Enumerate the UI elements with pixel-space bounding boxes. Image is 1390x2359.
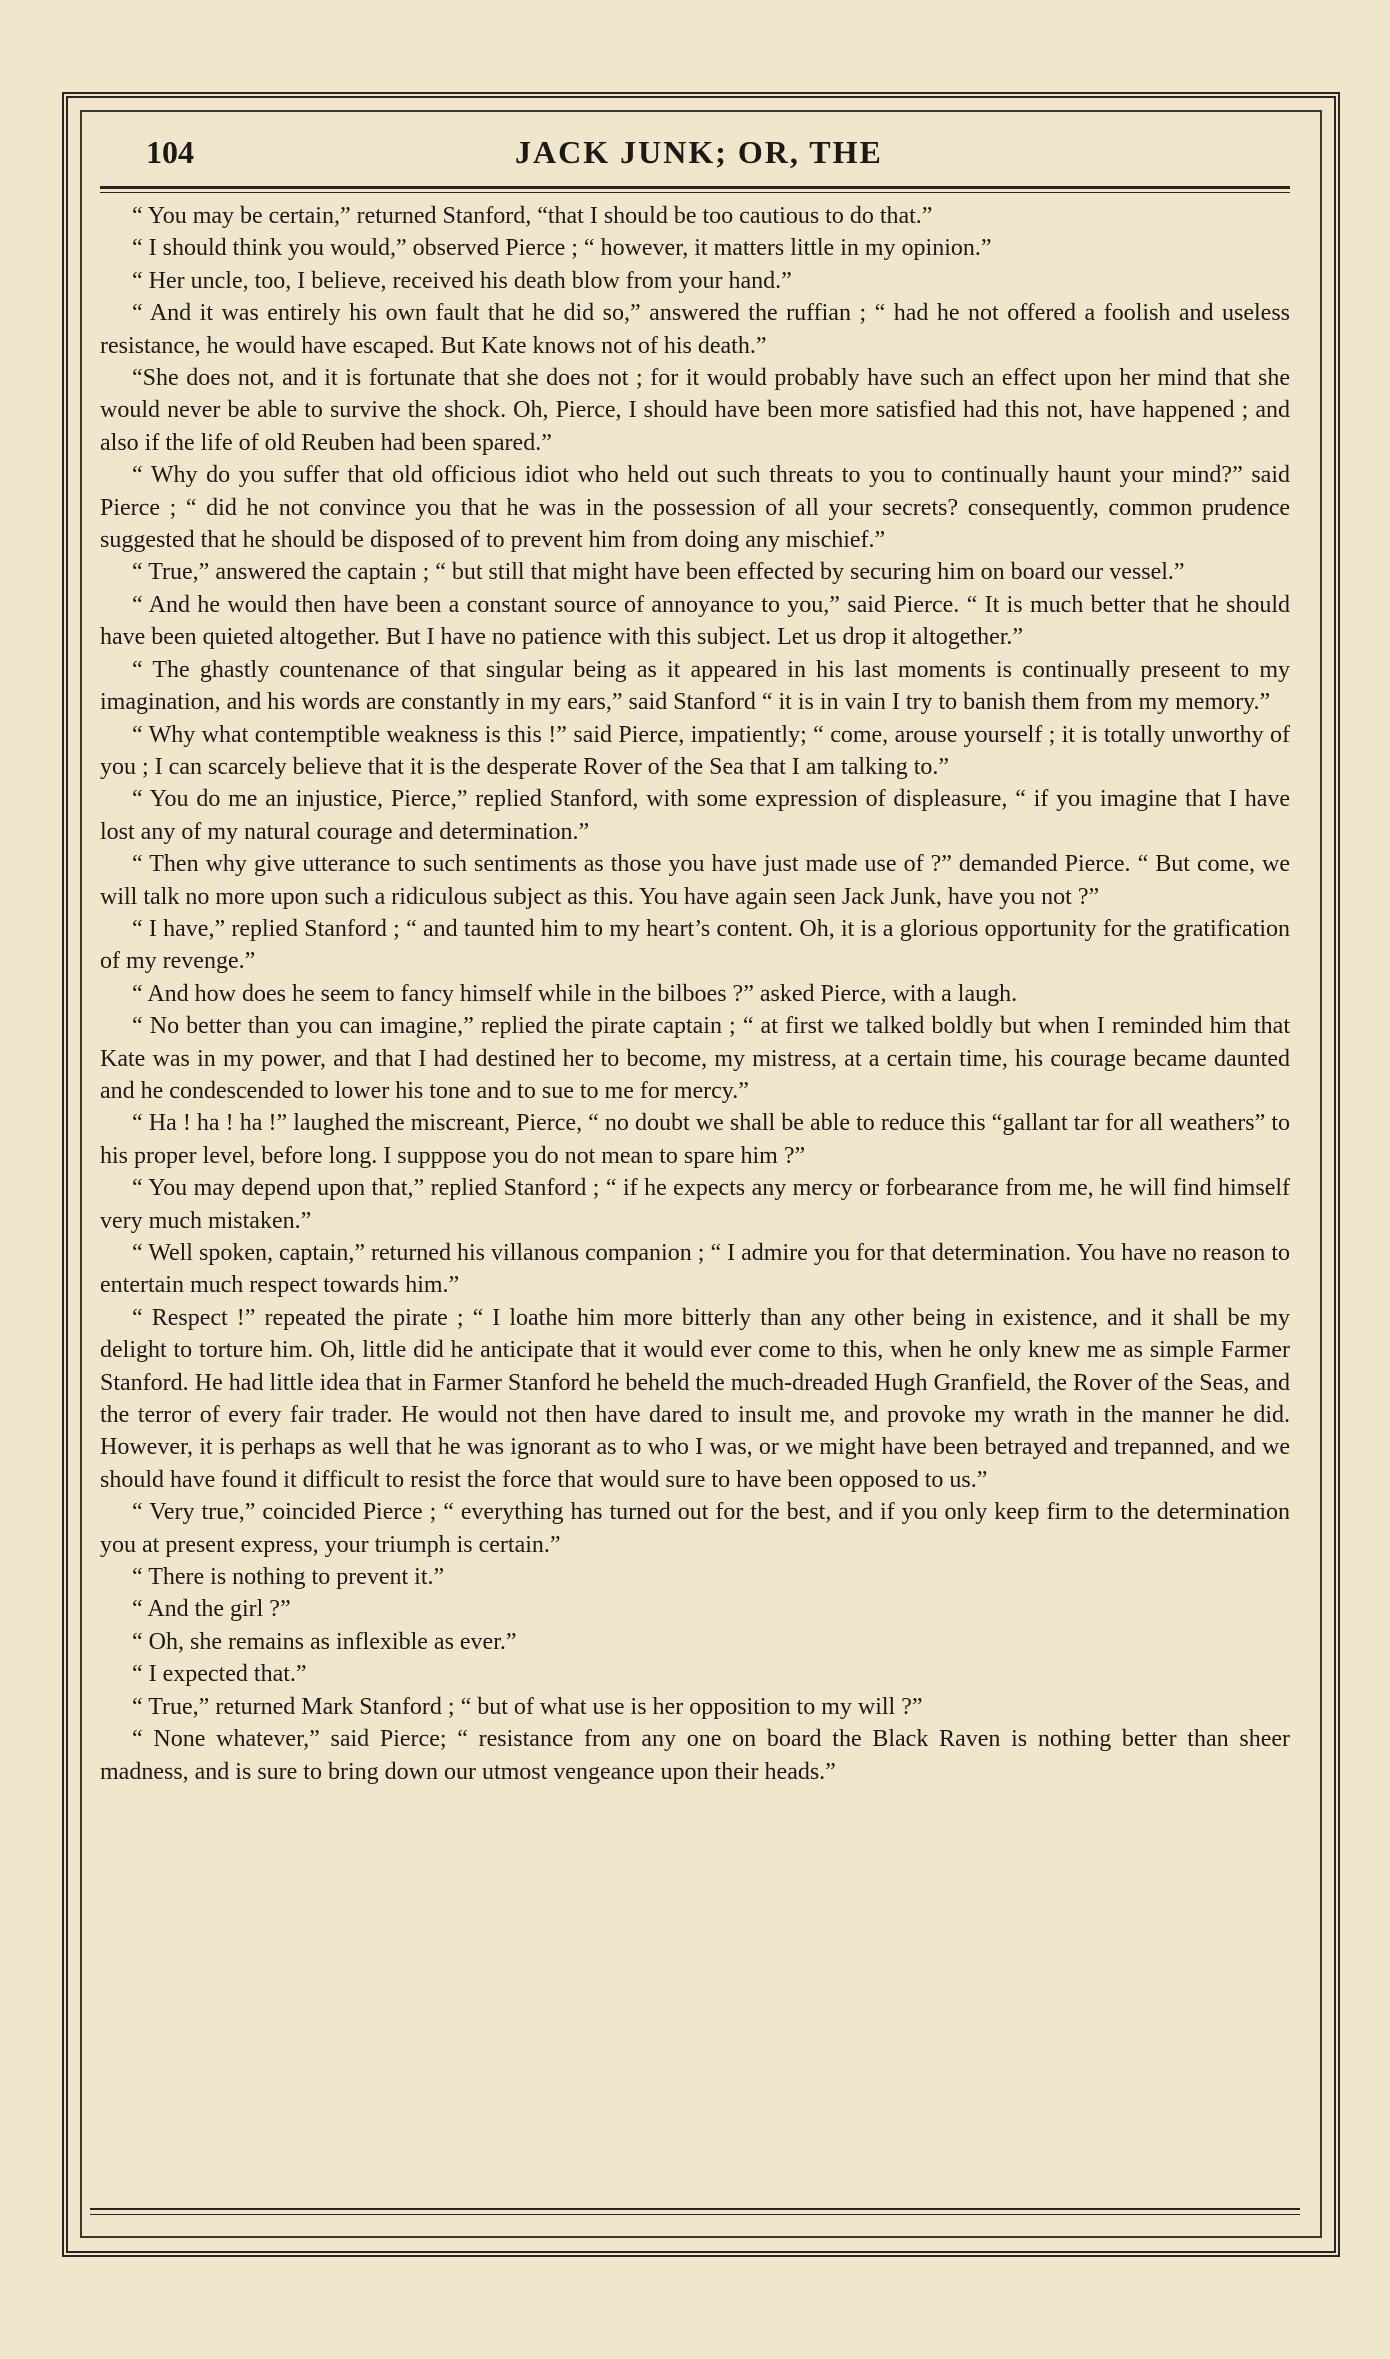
paragraph: “ Very true,” coincided Pierce ; “ everything has turned out for the best, and if you only keep firm to the determination you at present express, your triumph is certain.” — [100, 1499, 1290, 1558]
paragraph: “ And how does he seem to fancy himself while in the bilboes ?” asked Pierce, with a laugh. — [132, 980, 1018, 1007]
paragraph: “ Her uncle, too, I believe, received his death blow from your hand.” — [132, 267, 792, 294]
paragraph: “ And it was entirely his own fault that he did so,” answered the ruffian ; “ had he not offered a foolish and useless resistance, he would have escaped. But Kate knows not of his death.” — [100, 300, 1290, 359]
paragraph: “ You do me an injustice, Pierce,” replied Stanford, with some expression of displeasure, “ if you imagine that I have lost any of my natural courage and determination.” — [100, 786, 1290, 845]
paragraph: “ None whatever,” said Pierce; “ resistance from any one on board the Black Raven is nothing better than sheer madness, and is sure to bring down our utmost vengeance upon their heads.” — [100, 1726, 1290, 1785]
paragraph: “ Ha ! ha ! ha !” laughed the miscreant, Pierce, “ no doubt we shall be able to reduce this “gallant tar for all weathers” to his proper level, before long. I supppose you do not mean to spare him ?” — [100, 1110, 1290, 1169]
paragraph: “ True,” answered the captain ; “ but still that might have been effected by securing him on board our vessel.” — [132, 559, 1185, 586]
running-title: JACK JUNK; OR, THE — [515, 134, 883, 170]
paragraph: “ Well spoken, captain,” returned his villanous companion ; “ I admire you for that determination. You have no reason to entertain much respect towards him.” — [100, 1240, 1290, 1299]
paragraph: “ Why do you suffer that old officious idiot who held out such threats to you to continually haunt your mind?” said Pierce ; “ did he not convince you that he was in the possession of all your secrets? consequently, common prudence suggested that he should be disposed of to prevent him from doing any mischief.” — [100, 462, 1290, 554]
paragraph: “ And the girl ?” — [132, 1596, 291, 1623]
bottom-rule-secondary — [90, 2214, 1300, 2215]
paragraph: “She does not, and it is fortunate that she does not ; for it would probably have such an effect upon her mind that she would never be able to survive the shock. Oh, Pierce, I should have been more satisfied had this not, have happened ; and also if the life of old Reuben had been spared.” — [100, 365, 1290, 456]
header-rule — [100, 186, 1290, 193]
paragraph: “ Why what contemptible weakness is this !” said Pierce, impatiently; “ come, arouse yourself ; it is totally unworthy of you ; I can scarcely believe that it is the desperate Rover of the Sea that I am talking to.” — [100, 721, 1290, 780]
paragraph: “ No better than you can imagine,” replied the pirate captain ; “ at first we talked boldly but when I reminded him that Kate was in my power, and that I had destined her to become, my mistress, at a certain time, his courage became daunted and he condescended to lower his tone and to sue to me for mercy.” — [100, 1013, 1290, 1104]
paragraph: “ Respect !” repeated the pirate ; “ I loathe him more bitterly than any other being in existence, and it shall be my delight to torture him. Oh, little did he anticipate that it would ever come to this, when he only knew me as simple Farmer Stanford. He had little idea that in Farmer Stanford he beheld the much-dreaded Hugh Granfield, the Rover of the Seas, and the terror of every fair trader. He would not then have dared to insult me, and provoke my wrath in the manner he did. However, it is perhaps as well that he was ignorant as to who I was, or we might have been betrayed and trepanned, and we should have found it difficult to resist the force that would sure to have been opposed to us.” — [100, 1304, 1290, 1493]
paragraph: “ You may depend upon that,” replied Stanford ; “ if he expects any mercy or forbearance from me, he will find himself very much mistaken.” — [100, 1175, 1290, 1234]
page-header — [140, 128, 1290, 182]
page-number: 104 — [146, 134, 194, 170]
paragraph: “ Oh, she remains as inflexible as ever.” — [132, 1628, 517, 1655]
paragraph: “ Then why give utterance to such sentiments as those you have just made use of ?” demanded Pierce. “ But come, we will talk no more upon such a ridiculous subject as this. You have again seen Jack Junk, have you not ?” — [100, 851, 1290, 910]
bottom-rule — [90, 2208, 1300, 2210]
paragraph: “ I should think you would,” observed Pierce ; “ however, it matters little in my opinion.” — [132, 235, 992, 262]
paragraph: “ I expected that.” — [132, 1661, 307, 1688]
paragraph: “ There is nothing to prevent it.” — [132, 1564, 445, 1591]
paragraph: “ The ghastly countenance of that singular being as it appeared in his last moments is continually preseent to my imagination, and his words are constantly in my ears,” said Stanford “ it is in vain I try to banish them from my memory.” — [100, 656, 1290, 716]
paragraph: “ You may be certain,” returned Stanford, “that I should be too cautious to do that.” — [132, 203, 933, 229]
paragraph: “ And he would then have been a constant source of annoyance to you,” said Pierce. “ It is much better that he should have been quieted altogether. But I have no patience with this subject. Let us drop it altogether.” — [100, 591, 1290, 651]
body-text — [100, 200, 1290, 1788]
paragraph: “ I have,” replied Stanford ; “ and taunted him to my heart’s content. Oh, it is a glorious opportunity for the gratification of my revenge.” — [100, 915, 1290, 975]
paragraph: “ True,” returned Mark Stanford ; “ but of what use is her opposition to my will ?” — [132, 1693, 923, 1720]
